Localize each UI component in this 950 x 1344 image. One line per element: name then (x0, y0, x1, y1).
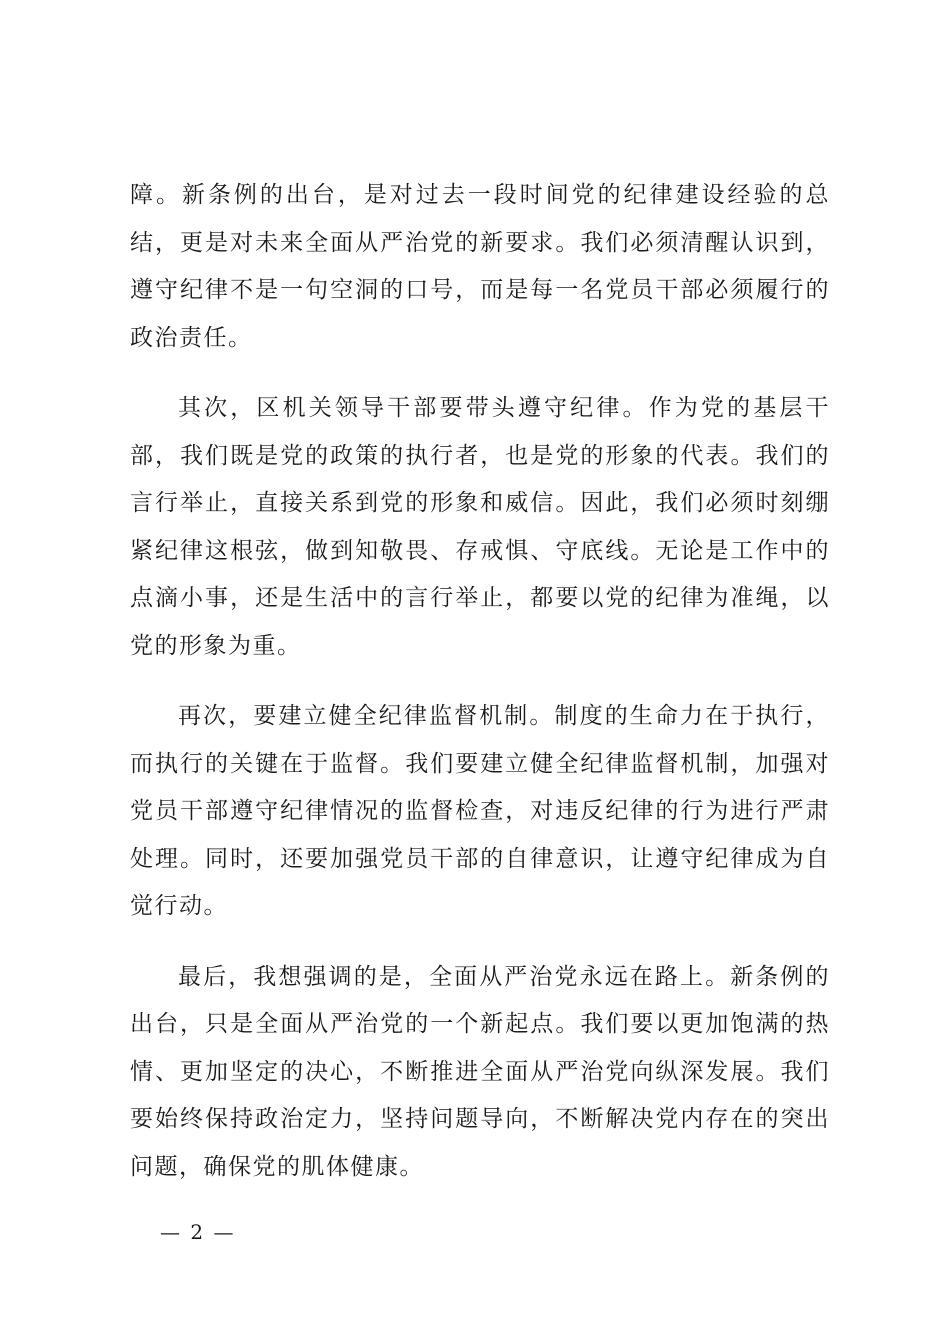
page-number: — 2 — (160, 1220, 236, 1244)
paragraph-third-point: 再次，要建立健全纪律监督机制。制度的生命力在于执行，而执行的关键在于监督。我们要建立健全纪律监督机制，加强对党员干部遵守纪律情况的监督检查，对违反纪律的行为进行严肃处理。同时，还要加强党员干部的自律意识，让遵守纪律成为自觉行动。 (130, 703, 830, 919)
paragraph-final-point: 最后，我想强调的是，全面从严治党永远在路上。新条例的出台，只是全面从严治党的一个新起点。我们要以更加饱满的热情、更加坚定的决心，不断推进全面从严治党向纵深发展。我们要始终保持政治定力，坚持问题导向，不断解决党内存在的突出问题，确保党的肌体健康。 (130, 963, 830, 1180)
document-body (130, 172, 830, 1214)
paragraph-continuation: 障。新条例的出台，是对过去一段时间党的纪律建设经验的总结，更是对未来全面从严治党的新要求。我们必须清醒认识到，遵守纪律不是一句空洞的口号，而是每一名党员干部必须履行的政治责任。 (130, 182, 830, 351)
paragraph-second-point: 其次，区机关领导干部要带头遵守纪律。作为党的基层干部，我们既是党的政策的执行者，也是党的形象的代表。我们的言行举止，直接关系到党的形象和威信。因此，我们必须时刻绷紧纪律这根弦，做到知敬畏、存戒惧、守底线。无论是工作中的点滴小事，还是生活中的言行举止，都要以党的纪律为准绳，以党的形象为重。 (130, 395, 830, 659)
